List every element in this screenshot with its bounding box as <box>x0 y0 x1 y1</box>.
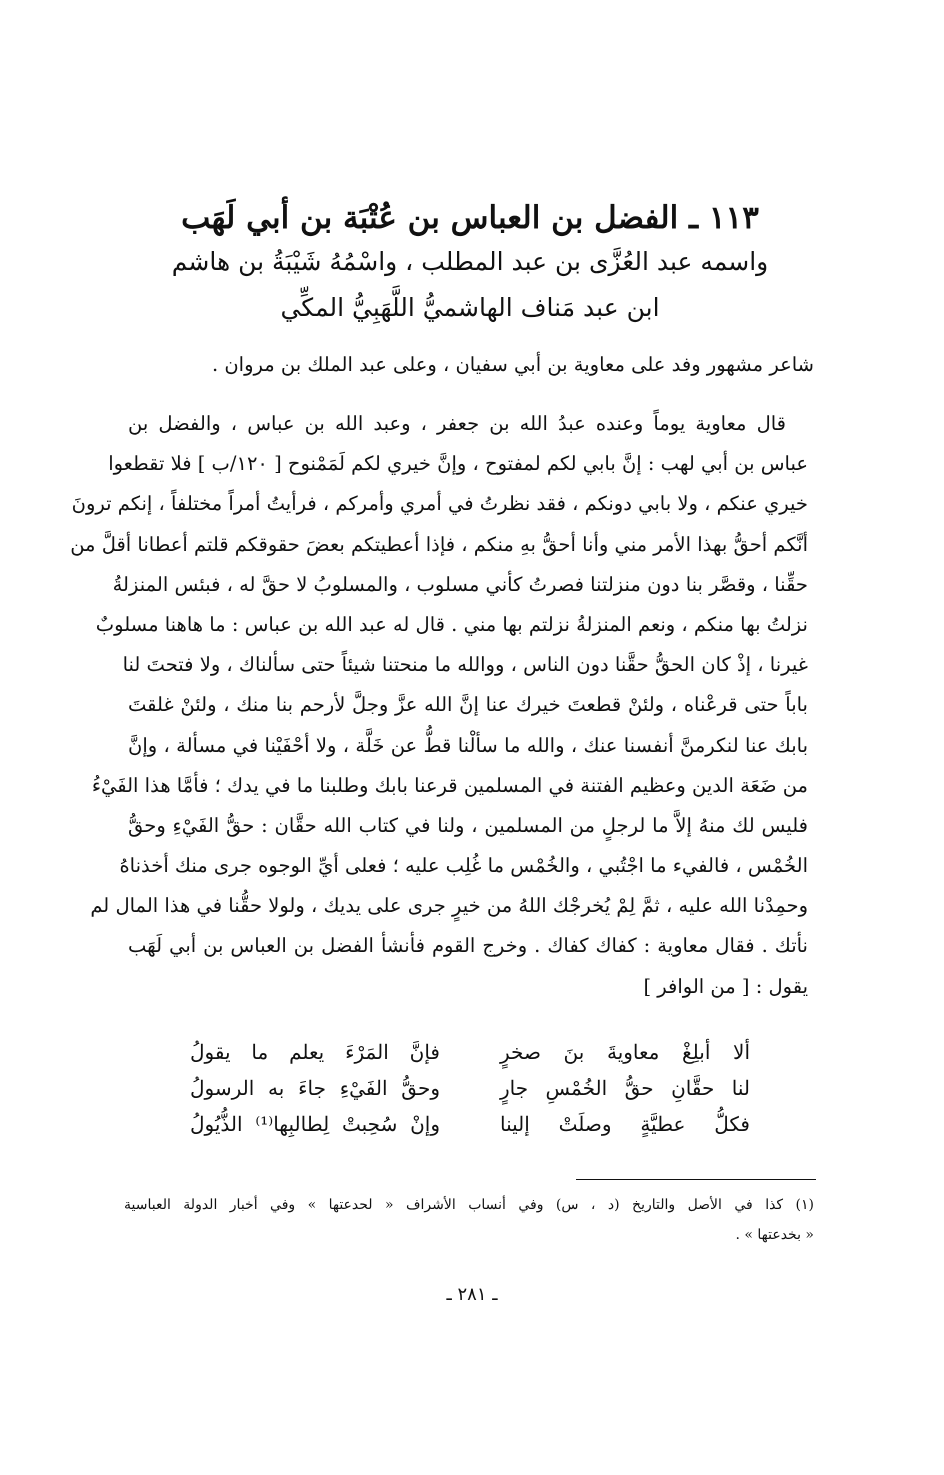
intro-paragraph: شاعر مشهور وفد على معاوية بن أبي سفيان ، وعلى عبد الملك بن مروان . <box>211 353 814 376</box>
text-line: خيري عنكم ، ولا بابي دونكم ، فقد نظرتُ في أمري وأمركم ، فرأيتُ أمراً مختلفاً ، إنكم ترونَ <box>71 492 808 516</box>
text-line: باباً حتى قرعْناه ، ولئنْ قطعتَ خيرك عنا إنَّ الله عزَّ وجلَّ لأرحم بنا منك ، ولئنْ غلقتَ <box>128 693 808 717</box>
text-line: عباس بن أبي لهب : إنَّ بابي لكم لمفتوح ، وإنَّ خيري لكم لَمَمْنوح [ ١٢٠/ب ] فلا تقطعوا <box>108 452 808 476</box>
text-line: من ضَعَة الدين وعظيم الفتنة في المسلمين قرعنا بابك وطلبنا ما في يدك ؛ فأمَّا هذا الفَيْءُ <box>91 773 808 797</box>
poem-second-hemistich: وحقُّ الفَيْءِ جاءَ به الرسولُ <box>190 1076 440 1100</box>
poem-first-hemistich: ألا أبلِغْ معاويةَ بنَ صخرٍ <box>500 1040 750 1064</box>
footnote <box>124 1190 814 1250</box>
text-line: قال معاوية يوماً وعنده عبدُ الله بن جعفر ، وعبد الله بن عباس ، والفضل بن <box>128 412 786 435</box>
poem-first-hemistich: لنا حقَّانِ حقُّ الخُمْسِ جارٍ <box>500 1076 750 1100</box>
text-line: نأتك . فقال معاوية : كفاك كفاك . وخرج القوم فأنشأ الفضل بن العباس بن أبي لَهَب <box>128 934 808 958</box>
text-line: وحمِدْنا الله عليه ، ثمَّ لِمْ يُخرجْك اللهُ من خيرٍ جرى على يديك ، ولولا حقُّنا في هذا المال لم <box>90 894 808 918</box>
text-line: يقول : [ من الوافر ] <box>643 974 808 998</box>
footnote-line: (١) كذا في الأصل والتاريخ (د ، س) وفي أنساب الأشراف « لحدعتها » وفي أخبار الدولة العباسية <box>124 1197 814 1213</box>
poem <box>190 1034 750 1142</box>
text-line: فليس لك منهُ إلاَّ ما لرجلٍ من المسلمين ، ولنا في كتاب الله حقَّان : حقُّ الفَيْءِ وحقُّ <box>128 813 808 837</box>
footnote-separator <box>576 1179 816 1180</box>
entry-title: ١١٣ ـ الفضل بن العباس بن عُتْبَة بن أبي لَهَب <box>181 200 759 236</box>
poem-verse <box>190 1106 750 1142</box>
text-line: الخُمْس ، فالفيء ما اجْتُبي ، والخُمْس ما غُلِب عليه ؛ فعلى أيِّ الوجوه جرى منك أخذناهُ <box>119 854 808 878</box>
entry-subtitle-line-2: ابن عبد مَناف الهاشميُّ اللَّهَبِيُّ المكِّي <box>280 293 660 322</box>
poem-verse <box>190 1034 750 1070</box>
text-line: بابك عنا لنكرمنَّ أنفسنا عنك ، والله ما سألْنا قطُّ عن خَلَّة ، ولا أحْفَيْنا في مسألة ، وإنَّ <box>128 733 808 757</box>
text-line: أنَّكم أحقُّ بهذا الأمر مني وأنا أحقُّ بهِ منكم ، فإذا أعطيتكم بعضَ حقوقكم قلتم أعطانا أقلَّ من <box>70 532 808 556</box>
poem-verse <box>190 1070 750 1106</box>
page-number: ـ ٢٨١ ـ <box>446 1284 498 1305</box>
text-line: غيرنا ، إذْ كان الحقُّ حقَّنا دون الناس ، ووالله ما منحتنا شيئاً حتى سألناك ، ولا فتحتَ لنا <box>122 653 808 677</box>
poem-first-hemistich: فكلُّ عطيَّةٍ وصلَتْ إلينا <box>500 1112 750 1136</box>
poem-second-hemistich: فإنَّ المَرْءَ يعلم ما يقولُ <box>190 1040 440 1064</box>
footnote-line: « بخدعتها » . <box>735 1227 814 1243</box>
entry-subtitle-line-1: واسمه عبد العُزَّى بن عبد المطلب ، واسْمُهُ شَيْبَةُ بن هاشم <box>171 247 769 276</box>
main-paragraph <box>70 404 808 1007</box>
text-line: نزلتُ بها منكم ، ونعم المنزلةُ نزلتم بها مني . قال له عبد الله بن عباس : ما هاهنا مسلوبٌ <box>95 612 808 636</box>
text-line: حقِّنا ، وقصَّر بنا دون منزلتنا فصرتُ كأني مسلوب ، والمسلوبُ لا حقَّ له ، فبئس المنزلةُ <box>112 572 808 596</box>
poem-second-hemistich: وإنْ سُحِبتْ لِطالبِها⁽¹⁾ الذُّيُولُ <box>190 1112 440 1136</box>
